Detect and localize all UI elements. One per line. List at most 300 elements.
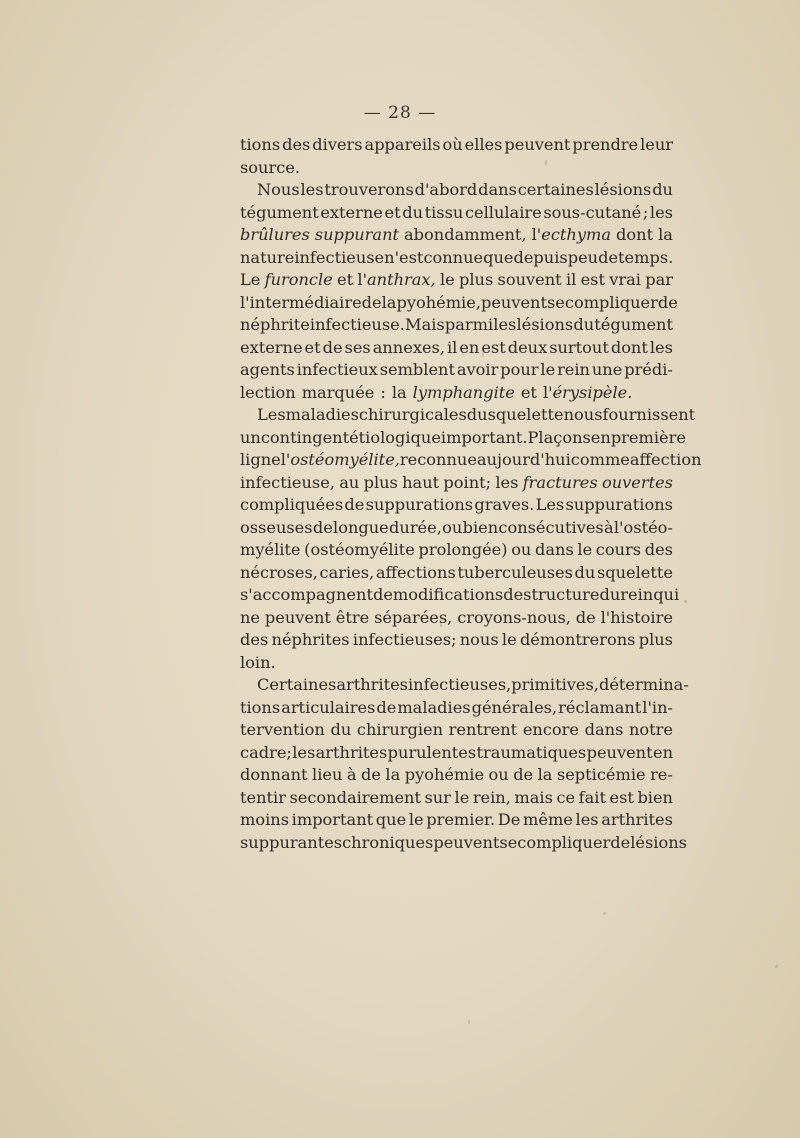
word [281,697,375,720]
text-line [240,787,673,810]
word [337,269,353,292]
word-part: peuvent [433,832,500,852]
word-part: maladies [285,405,359,424]
word [336,607,369,630]
word-part: tervention [240,720,325,739]
word [571,449,630,472]
word [572,134,638,157]
word-part: de [598,247,619,267]
word-part: graves. [474,495,535,514]
word-part: divers [312,135,363,154]
word-part: les [649,202,673,222]
word-part: loin. [240,652,276,672]
word [556,787,575,810]
word-part: et [520,382,537,402]
word [547,292,565,315]
word-part: certaines [517,180,594,199]
word [498,517,603,540]
text-line [240,562,673,585]
word [304,539,415,562]
word-part: peuvent [480,292,547,312]
word-part: deux [507,337,548,357]
word-part: ; [642,202,649,222]
word-part: Le [240,270,261,289]
word-part: pyohémie, [396,292,481,312]
word-part: Mais [405,315,445,334]
word-part: nature [240,247,295,267]
word-part: sur [424,787,451,807]
word [425,202,464,225]
word [500,359,538,382]
word [508,337,548,360]
word-part: néphrite [240,315,310,334]
word [557,764,646,787]
word [591,427,611,450]
text-line [240,314,673,337]
word [240,517,313,540]
word-part: chirurgien [356,720,444,739]
word [357,719,443,742]
word [658,224,673,247]
word [339,472,359,495]
word-part: purulentes [387,742,477,762]
word-part: structure [523,585,600,604]
body-text [240,134,702,854]
word-part: l' [542,382,553,402]
word [630,449,702,472]
word-part: est [481,337,506,357]
word-part: l'histoire [600,607,673,627]
word [373,337,445,360]
word [240,809,289,832]
word [393,584,503,607]
word [575,562,596,585]
word-part: re- [650,765,673,784]
word [297,359,378,382]
word [640,134,673,157]
word [523,809,573,832]
text-line [240,539,673,562]
word-part: moins [240,810,290,829]
word-part: s'accompagnent [240,585,373,604]
word-part: l' [280,450,291,469]
word-part: un [240,427,261,447]
word [523,584,599,607]
word-part: croyons-nous, [457,607,571,627]
word [597,562,673,585]
word [517,832,610,855]
word [478,179,517,202]
word-part: plus [459,270,494,289]
word [333,517,389,540]
word-part: peu [567,247,599,267]
word-part: myélite [240,540,301,559]
word-part: arthrites [315,742,388,762]
word [281,449,400,472]
text-line [240,247,673,270]
word-part: donnant [240,765,308,784]
word-part: de [610,832,631,852]
word-part: tégument [594,315,673,334]
word-part: le [454,787,470,807]
word-part: source. [240,157,301,177]
word-part: souvent [497,270,562,289]
word [610,832,630,855]
word-part: des [282,135,311,154]
text-line [240,404,696,427]
word [594,314,673,337]
word [289,787,421,810]
word-part: le [501,630,517,649]
word [392,382,407,405]
word-part: traumatiques [476,742,587,762]
text-line [240,427,686,450]
word-part: ligne [240,450,281,469]
word [650,764,673,787]
word-part: n'est [384,247,424,267]
word-part: dans [478,180,517,199]
page-number: — 28 — [363,103,437,123]
word-part: infectieuse [294,247,385,267]
word [601,607,673,630]
word [240,652,276,675]
word [294,247,384,270]
text-line [240,472,673,495]
word-part: le [439,270,455,289]
word-part: du [402,202,423,222]
word-part: bien [637,787,673,807]
word [599,674,689,697]
word [520,629,636,652]
word [362,292,382,315]
word [645,269,673,292]
word-part: du [330,720,352,739]
text-line [240,179,673,202]
word-part: arthrites [601,810,673,829]
word [459,269,493,292]
word [361,764,381,787]
word-part: ouvertes [601,472,673,492]
word [240,472,335,495]
word [240,157,300,180]
word [389,517,442,540]
word [240,427,261,450]
text-line [240,494,673,517]
word [265,607,331,630]
word-part: du [573,315,595,334]
word-part: tissu [424,202,464,222]
word-part: lésions [594,180,652,199]
word-part: peuvent [264,607,331,627]
word [385,764,400,787]
word [502,629,517,652]
word-part: même [523,810,573,829]
word-part: temps. [618,247,674,267]
word-part: consécutives [498,517,604,537]
text-line [240,674,689,697]
word [240,764,308,787]
word-part: maladies [397,697,471,717]
word [240,382,296,405]
word-part: nous [459,630,499,649]
word-part: modifications [392,585,504,604]
word-part: fait [578,787,606,807]
word-part: suppurant [314,225,399,244]
word-part: peuvent [504,135,571,154]
word-part: Certaines [257,675,337,694]
word [576,809,599,832]
word-part: tuberculeuses [457,562,573,582]
word [564,404,603,427]
word [614,517,673,540]
word-part: il [446,337,458,357]
word [396,292,481,315]
word-part: de [376,697,397,717]
word-part: ou [511,540,532,559]
word-part: elles [464,135,503,154]
word-part: important [291,810,374,829]
word-part: infectieuse. [309,315,405,334]
word-part: longue [333,517,389,537]
word [240,247,294,270]
word-part: arthrites [336,675,408,694]
word [643,202,648,225]
word [557,359,590,382]
word [320,562,375,585]
word-part: le [408,810,424,829]
word-part: cellulaire [464,202,542,222]
word-part: haut [402,472,440,492]
word [474,494,534,517]
word [576,607,596,630]
word [653,742,673,765]
word-part: à [604,517,614,537]
word-part: Nous [257,180,300,199]
text-line [240,697,673,720]
word-part: la [537,765,553,784]
word [616,224,653,247]
word [240,539,301,562]
text-line [240,134,673,157]
word [443,472,491,495]
text-line [240,832,687,855]
word [611,427,686,450]
word [380,359,455,382]
word-part: anthrax, [367,270,436,289]
word-part: générales, [471,697,558,717]
word-part: qui [653,585,680,604]
word-part: séparées, [374,607,453,627]
word-part: en [652,742,673,762]
word-part: du [466,405,488,424]
word-part: détermina- [598,675,689,694]
word-part: affection [629,450,702,469]
word-part: avoir [456,360,499,379]
word [349,427,441,450]
word [320,202,383,225]
word [465,202,542,225]
word [305,337,321,360]
word-part: depuis [513,247,568,267]
word-part: des [644,540,673,559]
word-part: et [304,337,321,357]
word-part: rein [557,360,590,379]
word [565,292,658,315]
word [282,134,310,157]
word [402,472,439,495]
word [359,404,467,427]
word [292,809,373,832]
word-part: Les [257,405,286,424]
word-part: de [360,765,381,784]
text-line [240,449,702,472]
word-part: leur [640,135,673,154]
word [405,314,445,337]
word-part: l' [531,225,542,244]
word-part: prédi- [624,360,673,379]
word-part: nous [563,405,603,424]
word [344,494,364,517]
word [449,719,518,742]
word [518,179,594,202]
word [483,247,513,270]
word-part: les [292,742,316,762]
word-part: suppurantes [240,832,343,852]
word-part: cadre; [240,742,292,762]
word-part: de [372,585,393,604]
word [477,742,587,765]
word [457,607,571,630]
word [265,269,333,292]
word-part: prolongée) [418,540,508,559]
word [240,494,343,517]
word [433,832,499,855]
word [538,764,553,787]
word [645,539,673,562]
word [587,742,653,765]
word-part: tégument [240,202,319,222]
word-part: les [300,180,324,199]
word [467,404,488,427]
word [240,584,373,607]
text-line [240,359,673,382]
word-part: érysipèle. [552,382,633,402]
word-part: dans [535,540,574,559]
word [592,359,622,382]
word-part: chroniques [342,832,434,852]
word-part: et [384,202,401,222]
word [581,269,605,292]
word-part: le [540,360,556,379]
word [310,314,405,337]
word-part: par [645,270,673,289]
word-part: : [380,382,386,402]
word-part: l'in- [642,697,673,717]
text-line [240,652,673,675]
word-part: abondamment, [404,225,527,244]
word-part: que [483,247,514,267]
word-part: ostéomyélite, [290,450,400,469]
word [240,832,342,855]
word-part: suppurations [365,495,474,514]
word [316,742,388,765]
word [540,359,555,382]
word-part: externe [240,337,303,357]
word [342,832,433,855]
text-line [240,337,673,360]
text-line [240,809,673,832]
word [610,787,634,810]
word [611,337,648,360]
word [577,539,592,562]
word-part: démontrerons [519,630,636,649]
word [481,292,547,315]
word-part: de [575,607,596,627]
word [380,382,385,405]
word [240,787,286,810]
word [397,697,470,720]
word [473,787,511,810]
word [413,382,515,405]
text-line [240,269,673,292]
word-part: squelette [487,405,564,424]
word [618,247,673,270]
word-part: de [344,495,365,514]
word [365,134,441,157]
word [472,697,558,720]
word [440,269,455,292]
word-part: tentir [240,787,286,807]
word-part: (ostéomyélite [304,540,415,559]
word [345,337,371,360]
word [477,449,571,472]
word [376,697,396,720]
word-part: du [599,585,621,604]
word-part: furoncle [264,270,333,289]
word [443,134,463,157]
word-part: peuvent [586,742,653,762]
word [240,697,280,720]
word-part: à [346,765,357,784]
word [513,764,533,787]
word [301,179,324,202]
word [653,584,679,607]
word-part: du [574,562,596,582]
word [419,539,508,562]
word-part: se [547,292,565,312]
word [388,742,477,765]
word [460,629,499,652]
word-part: chirurgicales [358,405,467,424]
word [521,382,537,405]
word-part: appareils [364,135,441,154]
word [523,472,598,495]
word-part: prendre [572,135,639,154]
word-part: primitives, [511,675,599,694]
word [650,337,673,360]
word-part: la [385,765,401,784]
word-part: osseuses [240,517,313,537]
word [499,832,517,855]
word [489,764,509,787]
word [658,292,678,315]
word [347,764,357,787]
word-part: infectieuses; [352,630,457,649]
word-part: plus [363,472,398,492]
word-part: notre [628,720,673,739]
word [498,269,562,292]
word [630,832,687,855]
